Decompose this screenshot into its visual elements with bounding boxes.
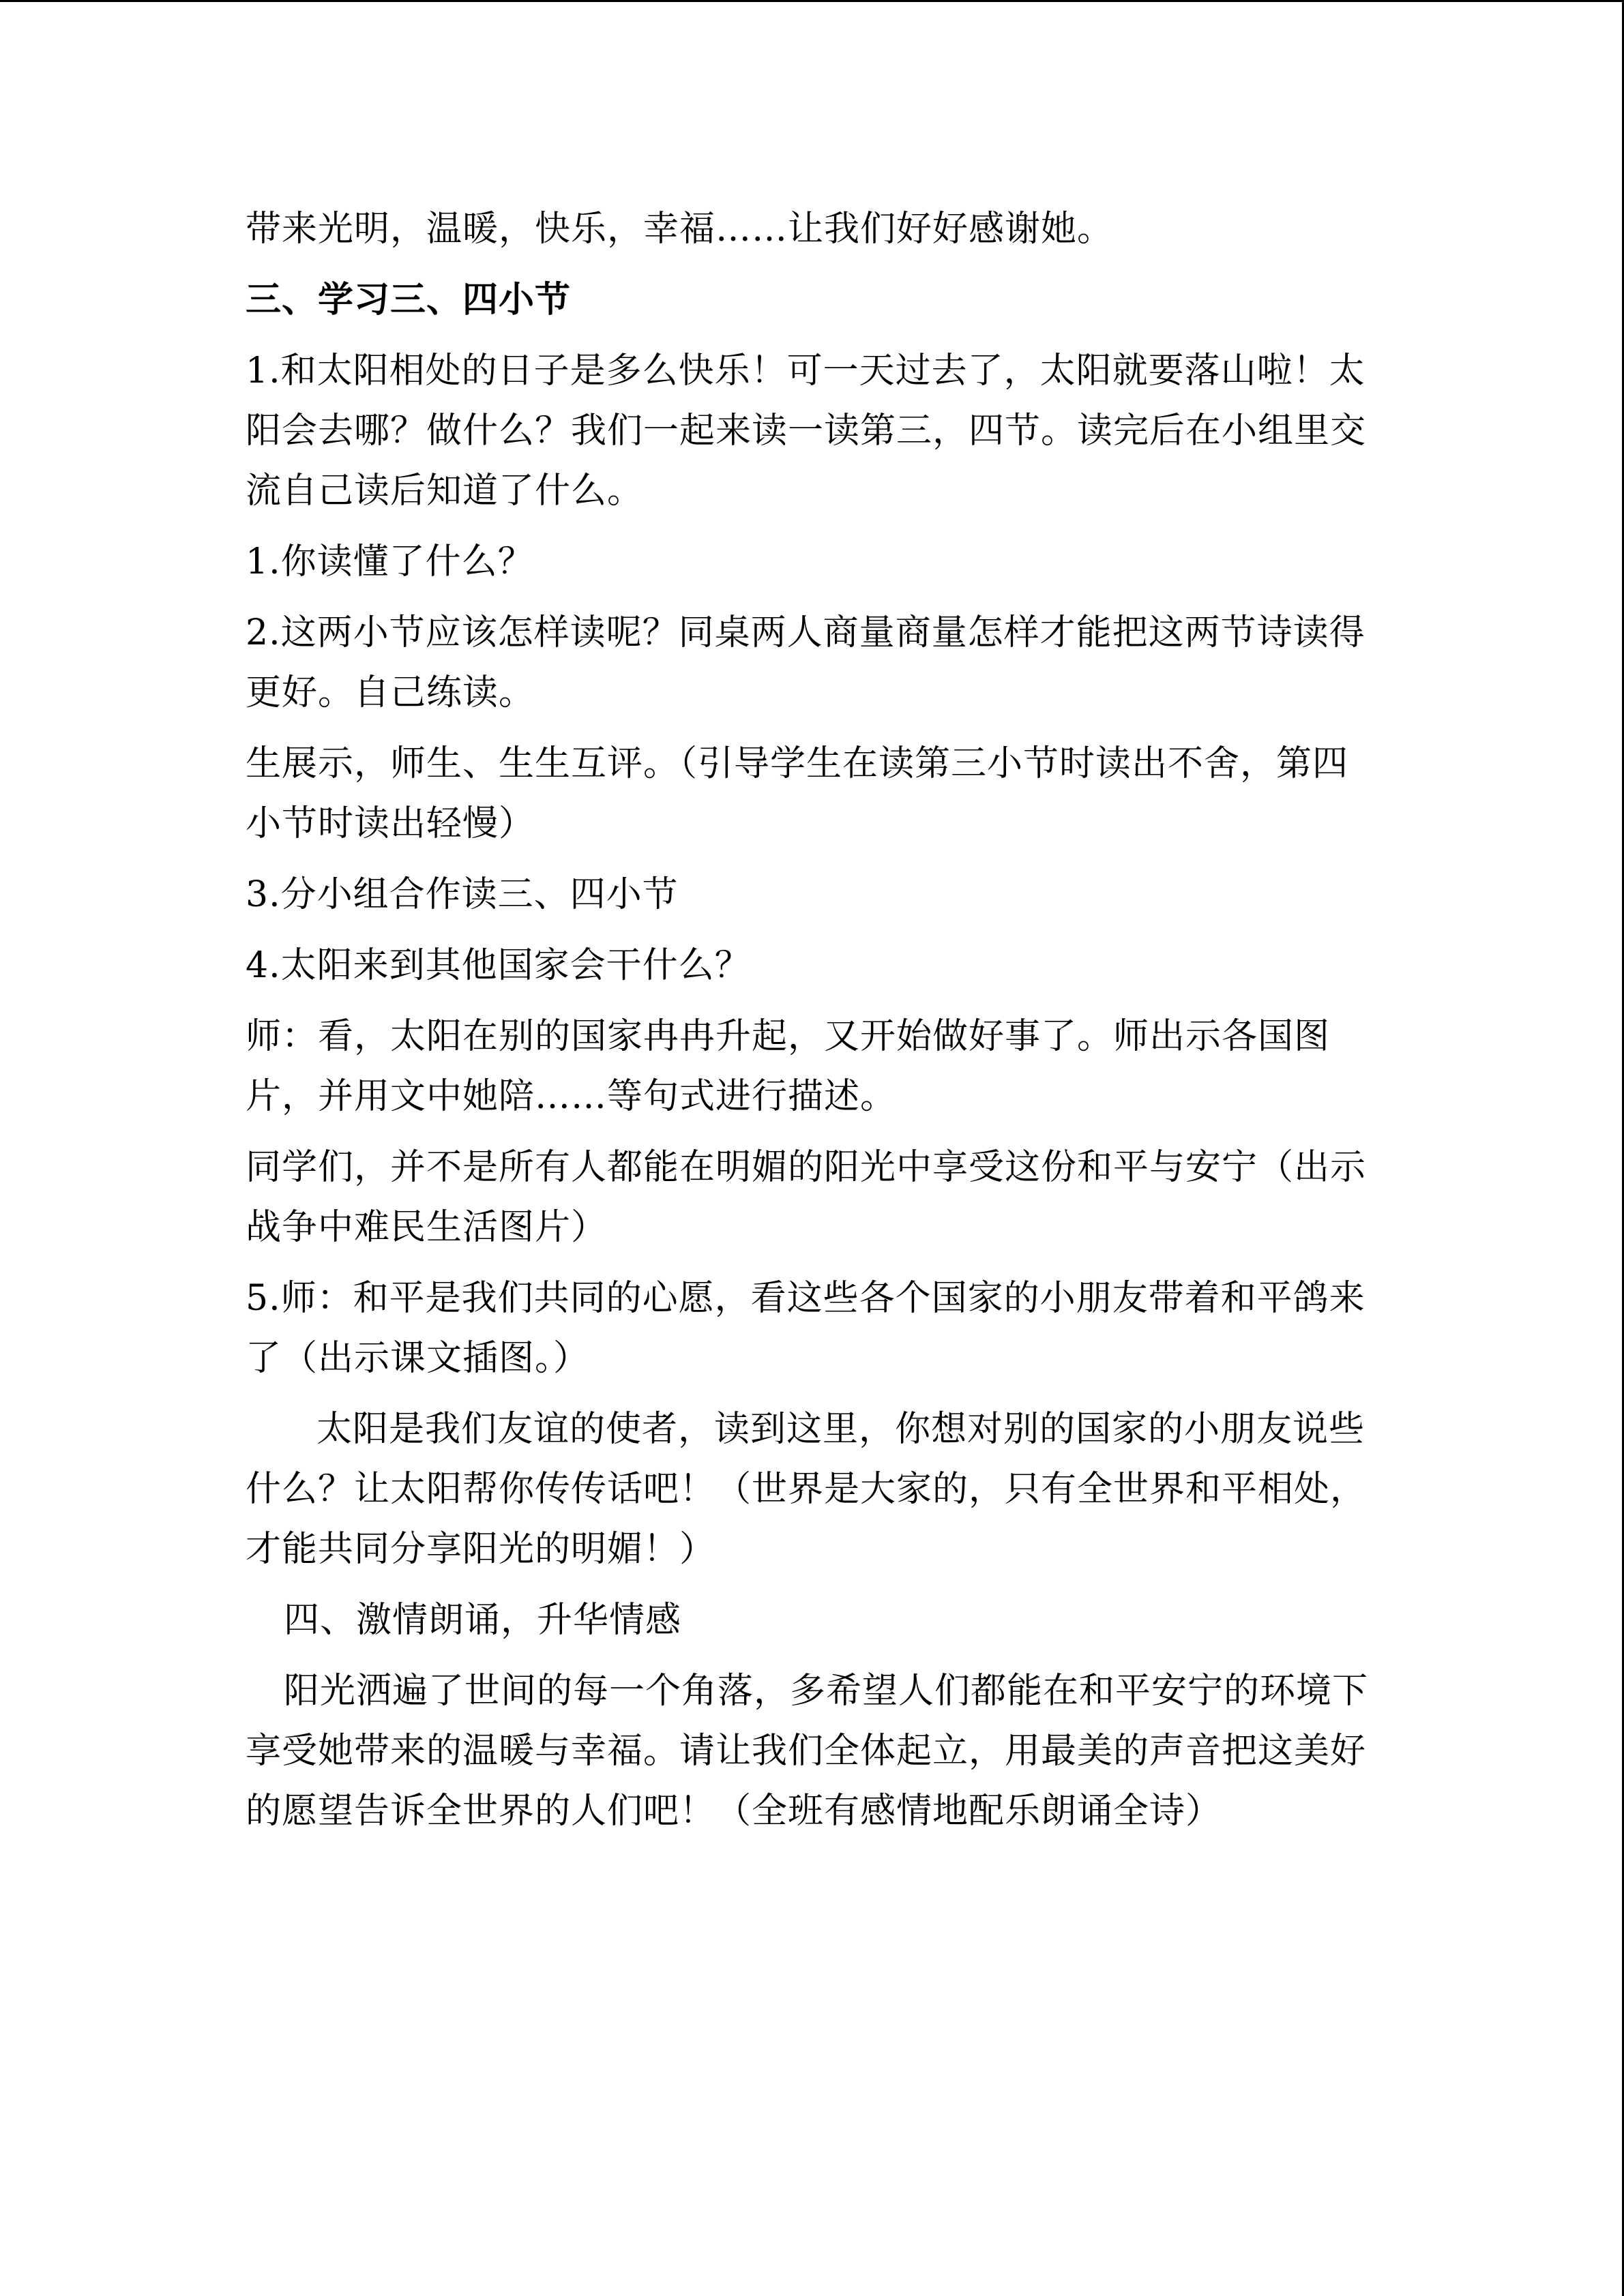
- paragraph-student-showcase: 生展示，师生、生生互评。（引导学生在读第三小节时读出不舍，第四小节时读出轻慢）: [246, 743, 1349, 844]
- section-heading-three: 三、学习三、四小节: [246, 279, 572, 320]
- paragraph-step-2-reading: 2.这两小节应该怎样读呢？同桌两人商量商量怎样才能把这两节诗读得更好。自己练读。: [246, 612, 1365, 713]
- paragraph-friendship-envoy: 太阳是我们友谊的使者，读到这里，你想对别的国家的小朋友说些什么？让太阳帮你传传话吧！（世界是大家的，只有全世界和平相处，才能共同分享阳光的明媚！）: [246, 1409, 1367, 1570]
- document-body: [246, 199, 1378, 1841]
- paragraph-peace-refugees: 同学们，并不是所有人都能在明媚的阳光中享受这份和平与安宁（出示战争中难民生活图片）: [246, 1147, 1367, 1248]
- paragraph-step-4-question: 4.太阳来到其他国家会干什么？: [246, 945, 751, 986]
- section-heading-four: 四、激情朗诵，升华情感: [284, 1600, 682, 1641]
- paragraph-question-understand: 1.你读懂了什么？: [246, 541, 534, 582]
- paragraph-teacher-pictures: 师：看，太阳在别的国家冉冉升起，又开始做好事了。师出示各国图片，并用文中她陪……等句式进行描述。: [246, 1016, 1331, 1117]
- paragraph-closing-line: 带来光明，温暖，快乐，幸福……让我们好好感谢她。: [246, 209, 1114, 250]
- paragraph-step-5-doves: 5.师：和平是我们共同的心愿，看这些各个国家的小朋友带着和平鸽来了（出示课文插图。）: [246, 1278, 1365, 1379]
- paragraph-step-1-intro: 1.和太阳相处的日子是多么快乐！可一天过去了，太阳就要落山啦！太阳会去哪？做什么？我们一起来读一读第三，四节。读完后在小组里交流自己读后知道了什么。: [246, 351, 1367, 511]
- paragraph-step-3-group: 3.分小组合作读三、四小节: [246, 874, 679, 915]
- paragraph-closing-recital: 阳光洒遍了世间的每一个角落，多希望人们都能在和平安宁的环境下享受她带来的温暖与幸福。请让我们全体起立，用最美的声音把这美好的愿望告诉全世界的人们吧！（全班有感情地配乐朗诵全诗）: [246, 1671, 1369, 1832]
